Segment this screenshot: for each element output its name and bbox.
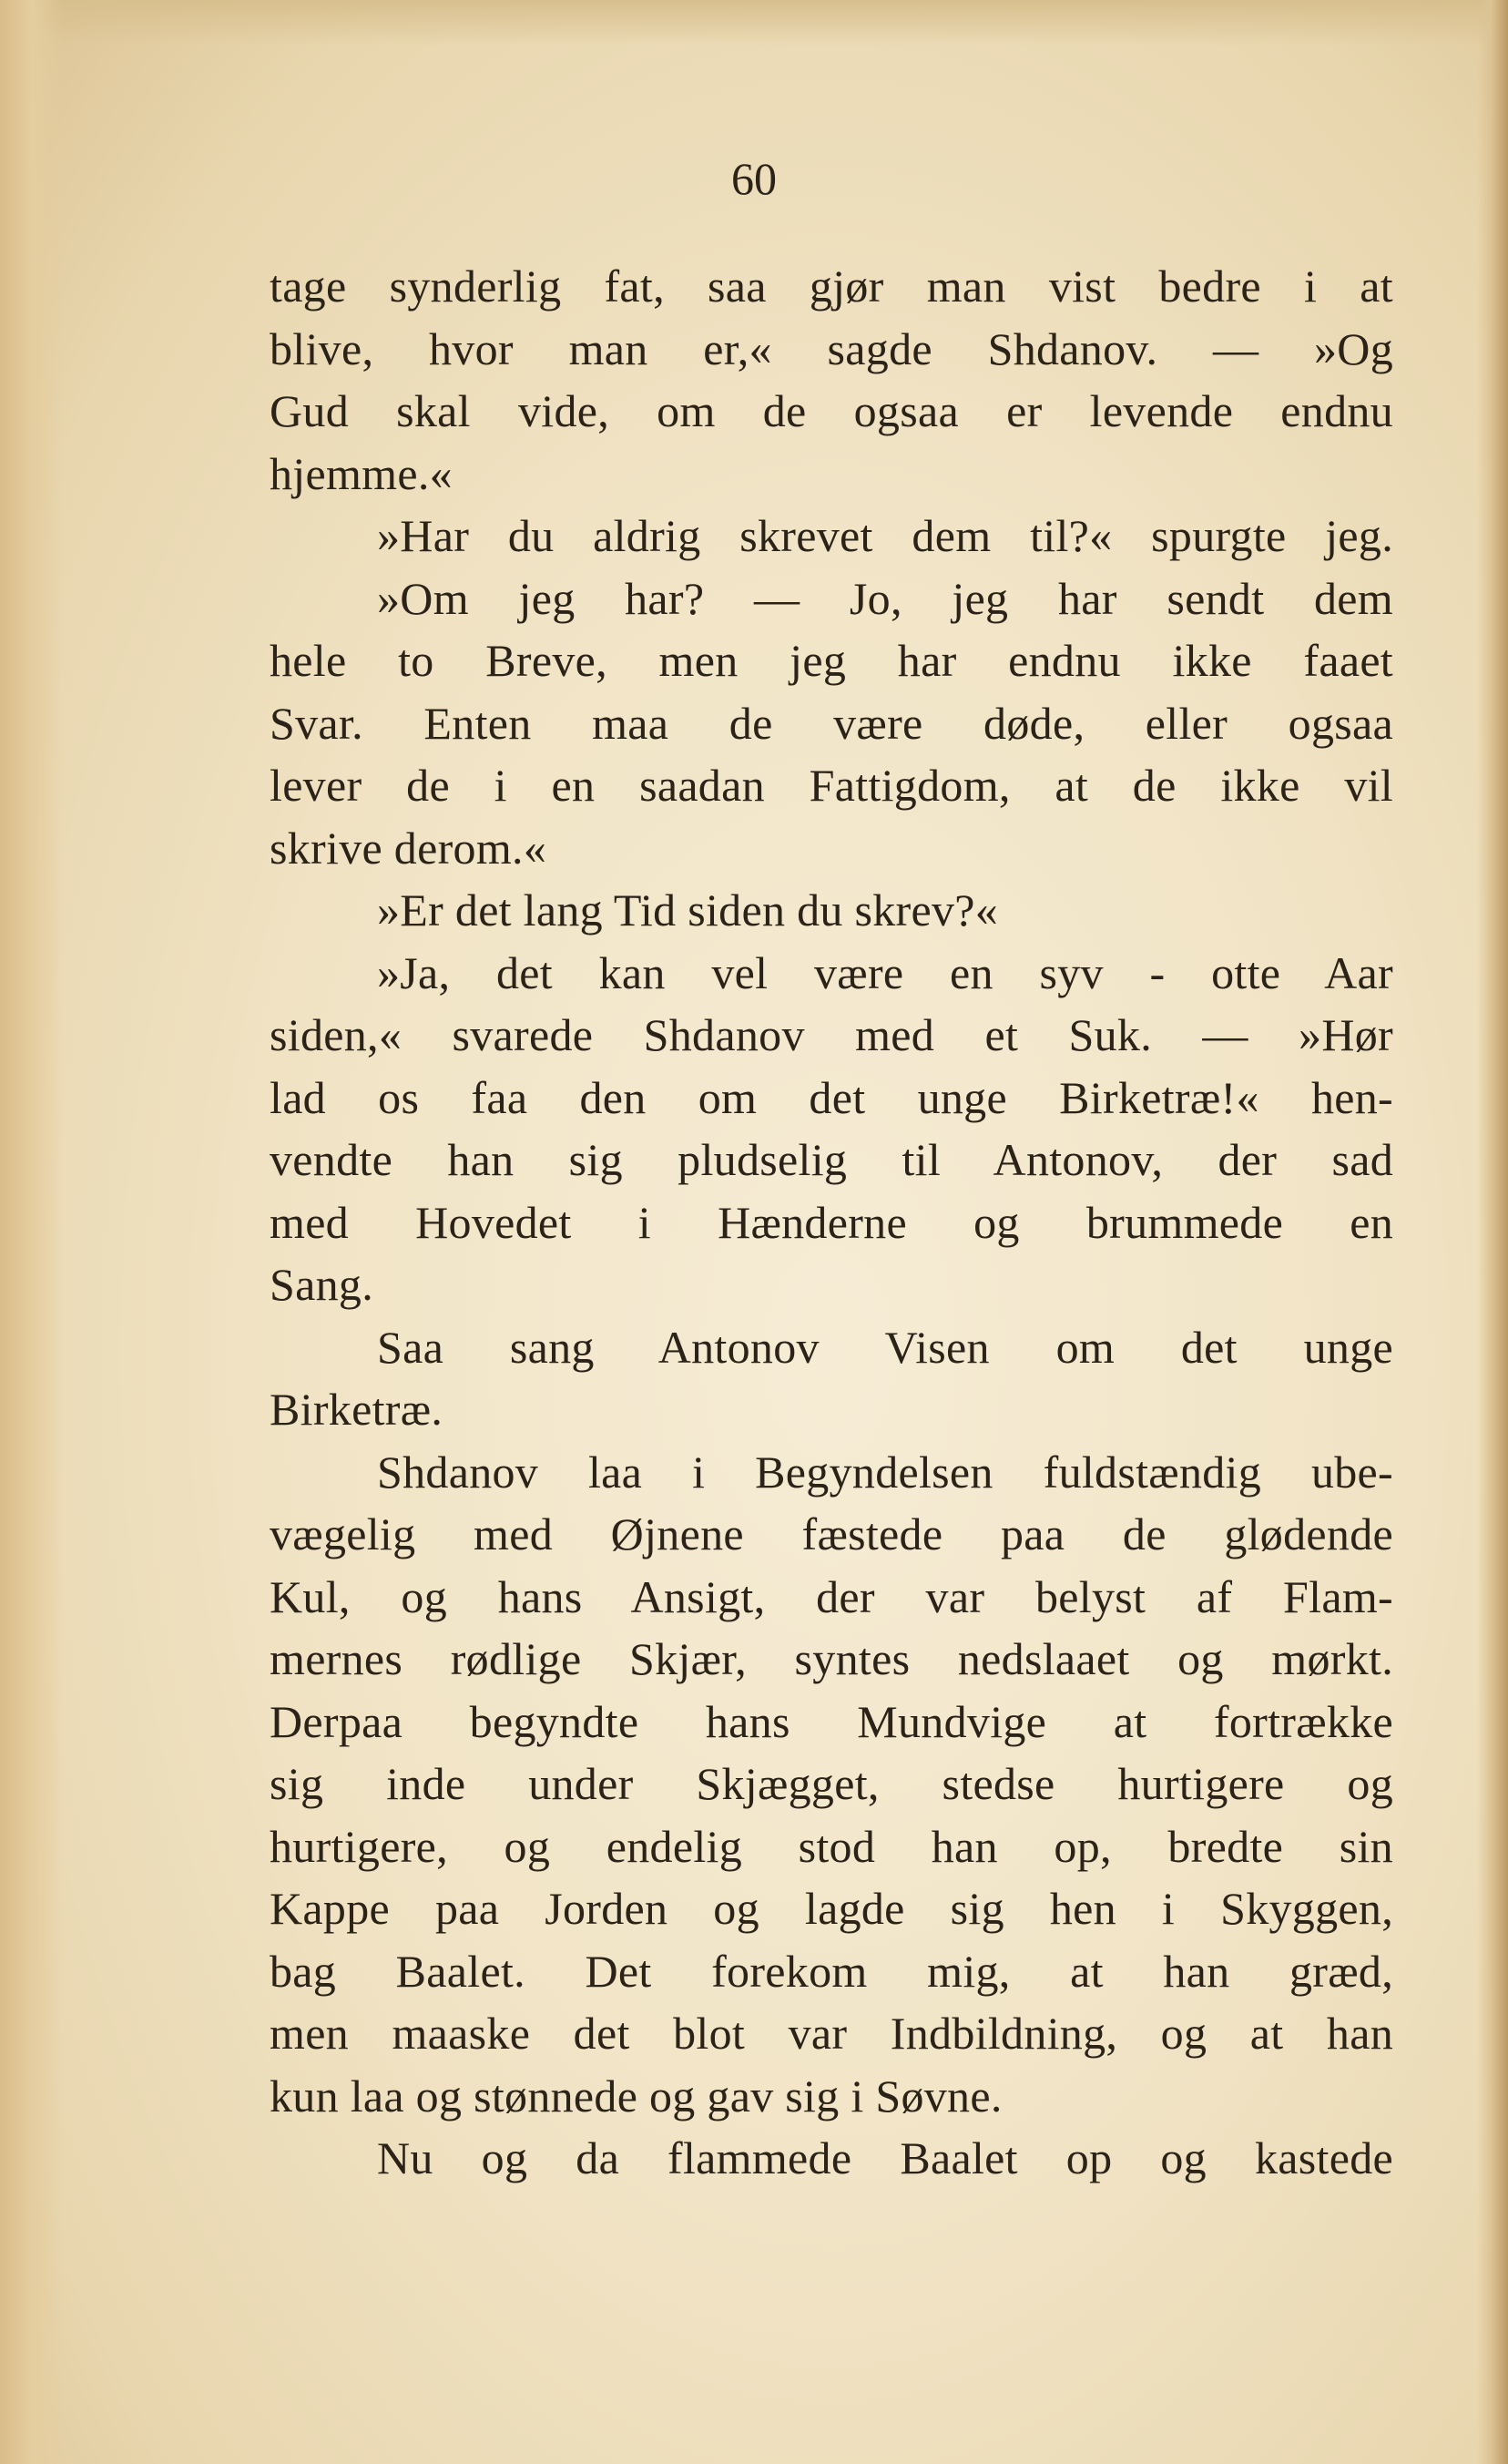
text-line: Saa sang Antonov Visen om det unge [377,1321,1393,1373]
text-line: Kappe paa Jorden og lagde sig hen i Skyggen, [270,1883,1393,1934]
text-line: hurtigere, og endelig stod han op, bredte sin [270,1820,1393,1872]
text-line: siden,« svarede Shdanov med et Suk. — »Hør [270,1009,1393,1060]
text-line: men maaske det blot var Indbildning, og at han [270,2008,1393,2059]
text-line: Shdanov laa i Begyndelsen fuldstændig ube- [377,1446,1393,1498]
text-line: hjemme.« [270,447,453,499]
text-line: hele to Breve, men jeg har endnu ikke faaet [270,635,1393,686]
text-line: mernes rødlige Skjær, syntes nedslaaet og mørkt. [270,1633,1393,1684]
text-line: »Om jeg har? — Jo, jeg har sendt dem [377,572,1393,624]
text-line: skrive derom.« [270,822,547,874]
text-line: lever de i en saadan Fattigdom, at de ikke vil [270,760,1393,811]
text-line: Svar. Enten maa de være døde, eller ogsaa [270,697,1393,749]
text-line: »Er det lang Tid siden du skrev?« [377,884,999,936]
body-text [270,255,1393,2190]
text-line: Birketræ. [270,1384,443,1435]
text-line: vægelig med Øjnene fæstede paa de glødende [270,1508,1393,1559]
text-line: bag Baalet. Det forekom mig, at han græd, [270,1945,1393,1997]
text-line: tage synderlig fat, saa gjør man vist bedre i at [270,261,1393,312]
text-line: med Hovedet i Hænderne og brummede en [270,1196,1393,1248]
page-top-shading [0,0,1508,46]
text-line: sig inde under Skjægget, stedse hurtigere og [270,1758,1393,1809]
text-line: blive, hvor man er,« sagde Shdanov. — »Og [270,322,1393,374]
text-line: »Ja, det kan vel være en syv - otte Aar [377,946,1393,998]
text-line: Sang. [270,1259,373,1310]
page-left-shading [0,0,64,2464]
page-right-edge [1477,0,1508,2464]
text-line: Nu og da flammede Baalet op og kastede [377,2132,1393,2183]
text-line: Derpaa begyndte hans Mundvige at fortrække [270,1695,1393,1747]
text-line: lad os faa den om det unge Birketræ!« hen- [270,1071,1393,1123]
text-line: Kul, og hans Ansigt, der var belyst af Flam- [270,1570,1393,1622]
text-line: Gud skal vide, om de ogsaa er levende endnu [270,385,1393,436]
text-line: kun laa og stønnede og gav sig i Søvne. [270,2070,1003,2121]
text-line: »Har du aldrig skrevet dem til?« spurgte jeg. [377,510,1393,561]
page-number: 60 [731,153,777,204]
text-line: vendte han sig pludselig til Antonov, der sad [270,1134,1393,1185]
